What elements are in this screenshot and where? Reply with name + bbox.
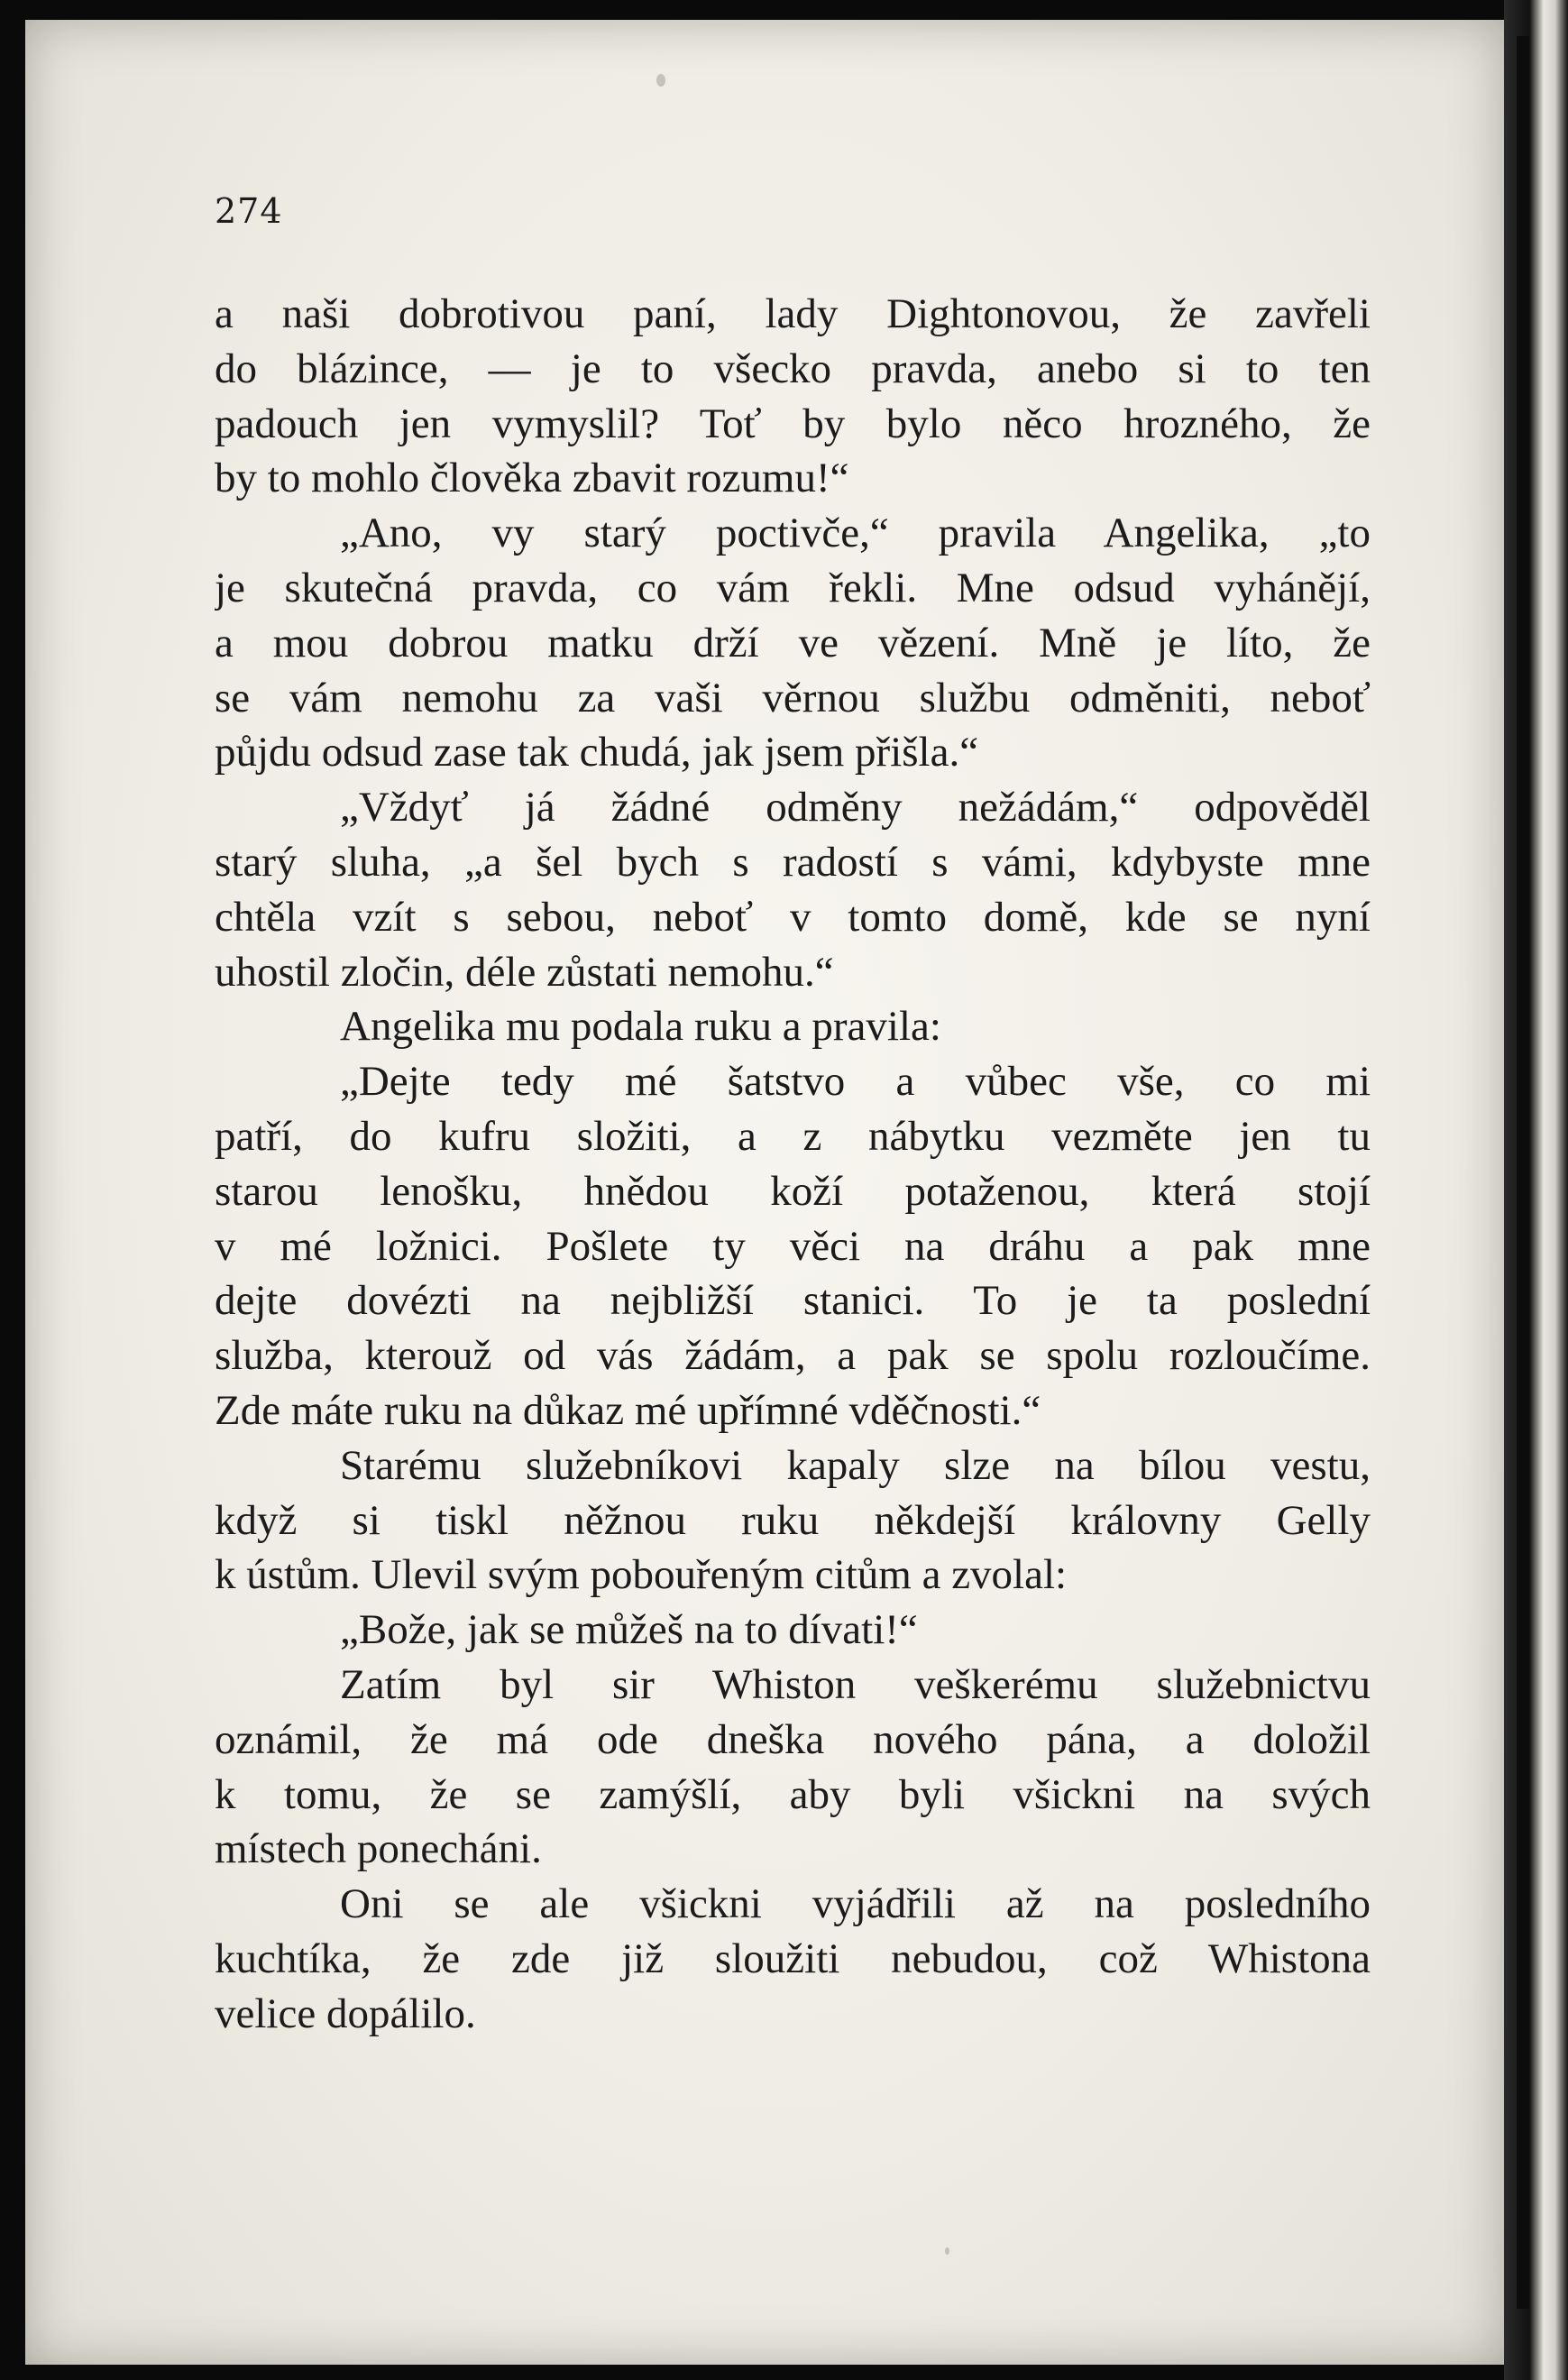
text-line: „Ano, vy starý poctivče,“ pravila Angelika, „to [340,510,1371,557]
text-line: „Dejte tedy mé šatstvo a vůbec vše, co mi [340,1058,1371,1106]
text-line: padouch jen vymyslil? Toť by bylo něco hrozného, že [215,400,1371,447]
paper-speck [945,2247,949,2255]
text-line: služba, kterouž od vás žádám, a pak se spolu rozloučíme. [215,1332,1371,1380]
text-line: do blázince, — je to všecko pravda, anebo si to ten [215,345,1371,392]
page-number: 274 [215,191,283,231]
text-line: Oni se ale všickni vyjádřili až na posledního [340,1880,1371,1928]
text-line: patří, do kufru složiti, a z nábytku vezměte jen tu [215,1112,1371,1160]
text-line: oznámil, že má ode dneška nového pána, a doložil [215,1715,1371,1763]
body-text [215,287,1371,2042]
text-line: Zde máte ruku na důkaz mé upřímné vděčnosti.“ [215,1386,1041,1434]
text-line: půjdu odsud zase tak chudá, jak jsem přišla.“ [215,729,979,776]
text-line: by to mohlo člověka zbavit rozumu!“ [215,455,849,502]
text-line: Zatím byl sir Whiston veškerému služebnictvu [340,1660,1371,1708]
text-line: „Bože, jak se můžeš na to dívati!“ [340,1606,918,1654]
text-line: k tomu, že se zamýšlí, aby byli všickni na svých [215,1770,1371,1818]
text-line: se vám nemohu za vaši věrnou službu odměniti, neboť [215,674,1371,721]
text-line: je skutečná pravda, co vám řekli. Mne odsud vyhánějí, [215,564,1371,611]
text-line: v mé ložnici. Pošlete ty věci na dráhu a pak mne [215,1222,1371,1270]
text-line: dejte dovézti na nejbližší stanici. To je ta poslední [215,1277,1371,1325]
text-line: chtěla vzít s sebou, neboť v tomto domě, kde se nyní [215,893,1371,941]
text-line: k ústům. Ulevil svým pobouřeným citům a zvolal: [215,1551,1068,1599]
text-line: „Vždyť já žádné odměny nežádám,“ odpověděl [340,784,1371,832]
text-line: místech ponecháni. [215,1825,542,1873]
text-line: velice dopálilo. [215,1989,476,2037]
paper-speck [656,74,665,87]
text-line: a mou dobrou matku drží ve vězení. Mně je líto, že [215,619,1371,666]
book-binding-edge [1504,0,1568,2380]
text-line: Starému služebníkovi kapaly slze na bílou vestu, [340,1441,1371,1489]
text-line: starou lenošku, hnědou koží potaženou, která stojí [215,1167,1371,1215]
book-spine-shadow [1517,36,1529,2309]
text-line: když si tiskl něžnou ruku někdejší královny Gelly [215,1496,1371,1544]
text-line: starý sluha, „a šel bych s radostí s vámi, kdybyste mne [215,838,1371,886]
text-line: a naši dobrotivou paní, lady Dightonovou, že zavřeli [215,290,1371,337]
text-line: kuchtíka, že zde již sloužiti nebudou, což Whistona [215,1934,1371,1982]
text-line: Angelika mu podala ruku a pravila: [340,1003,941,1051]
text-line: uhostil zločin, déle zůstati nemohu.“ [215,948,834,996]
